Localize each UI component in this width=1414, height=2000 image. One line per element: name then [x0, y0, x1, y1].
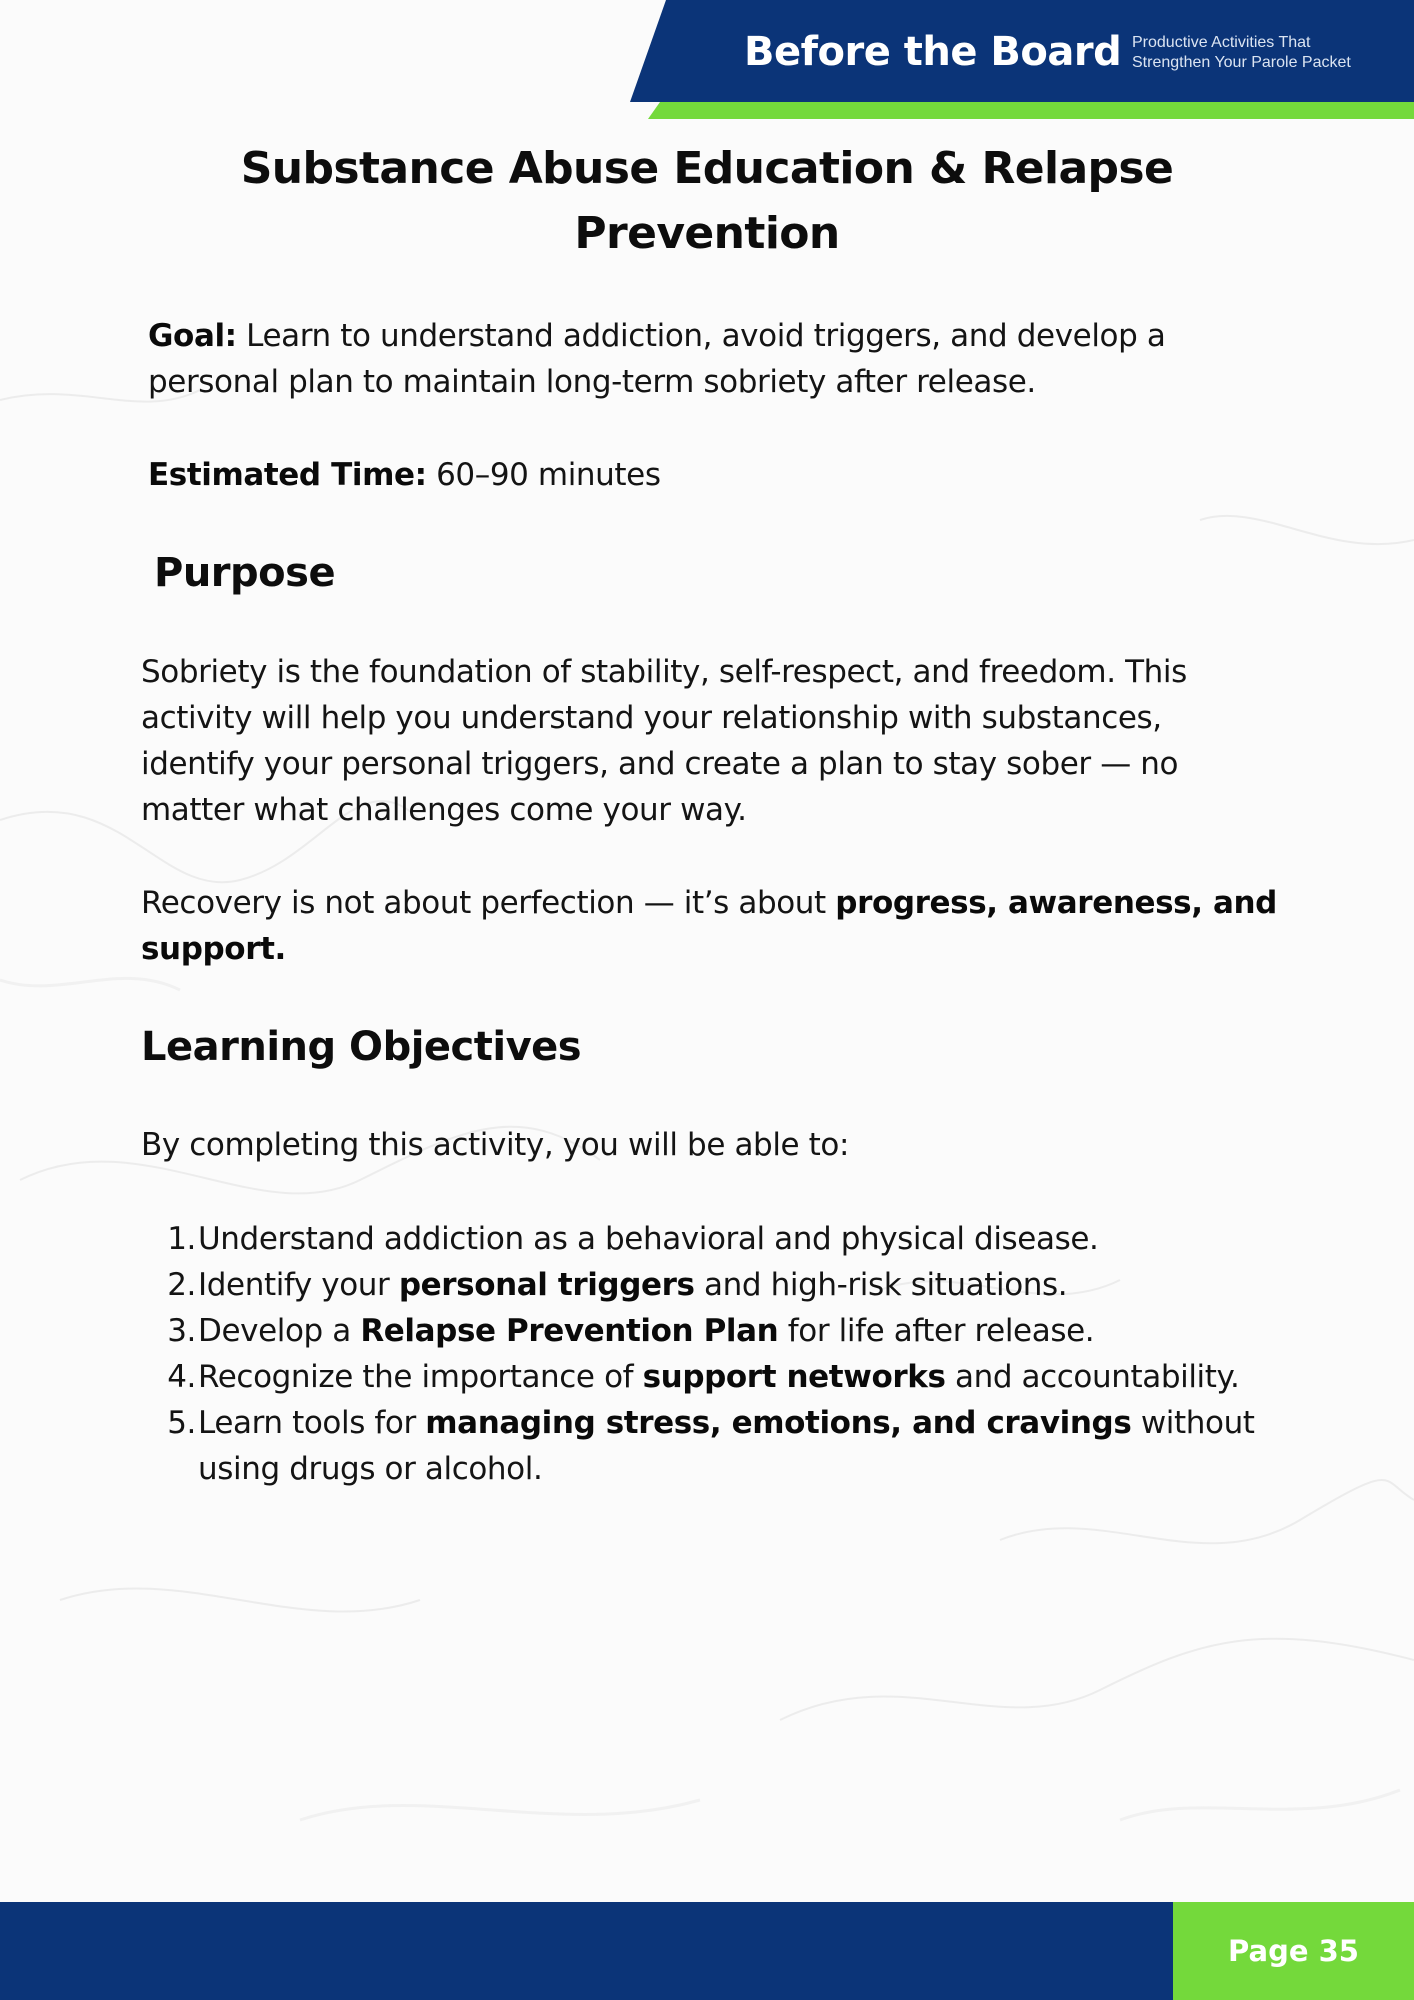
- header-subtitle-line1: Productive Activities That: [1132, 34, 1311, 51]
- objectives-list: [160, 1216, 1280, 1492]
- learning-objectives-heading: Learning Objectives: [141, 1024, 582, 1070]
- purpose-paragraph-2-text: Recovery is not about perfection — it’s about: [141, 885, 836, 921]
- list-item-text-tail: for life after release.: [778, 1313, 1095, 1349]
- page-title: Substance Abuse Education & Relapse Prevention: [240, 143, 1174, 259]
- list-item-number: 5.: [167, 1405, 196, 1441]
- header-subtitle: [1132, 33, 1402, 73]
- list-item-text: Learn tools for: [198, 1405, 426, 1441]
- objectives-intro: By completing this activity, you will be able to:: [141, 1127, 850, 1163]
- list-item-emphasis: support networks: [642, 1359, 946, 1395]
- goal-label: Goal:: [148, 318, 237, 354]
- list-item-number: 2.: [167, 1267, 196, 1303]
- header-accent-stripe: [648, 102, 1414, 119]
- estimated-time: [148, 452, 1248, 498]
- list-item-emphasis: personal triggers: [398, 1267, 695, 1303]
- list-item-number: 4.: [167, 1359, 196, 1395]
- list-item-text-tail: without using drugs or alcohol.: [198, 1405, 1255, 1487]
- list-item: [160, 1308, 1280, 1354]
- goal-text: Learn to understand addiction, avoid triggers, and develop a personal plan to maintain long-term sobriety after release.: [148, 318, 1166, 400]
- header-subtitle-line2: Strengthen Your Parole Packet: [1132, 54, 1351, 71]
- estimated-time-label: Estimated Time:: [148, 457, 427, 493]
- list-item: [160, 1354, 1280, 1400]
- list-item-text: Develop a: [198, 1313, 361, 1349]
- list-item-text-tail: and accountability.: [945, 1359, 1240, 1395]
- list-item: [160, 1262, 1280, 1308]
- purpose-heading: Purpose: [154, 550, 336, 596]
- page-number-badge: [1173, 1902, 1414, 2000]
- list-item-text: Understand addiction as a behavioral and physical disease.: [198, 1221, 1099, 1257]
- list-item: [160, 1400, 1280, 1492]
- estimated-time-value: 60–90 minutes: [426, 457, 661, 493]
- purpose-paragraph-2: [141, 880, 1301, 972]
- list-item-text: Recognize the importance of: [198, 1359, 643, 1395]
- list-item-text-tail: and high-risk situations.: [694, 1267, 1068, 1303]
- list-item-emphasis: Relapse Prevention Plan: [360, 1313, 779, 1349]
- list-item-emphasis: managing stress, emotions, and cravings: [425, 1405, 1132, 1441]
- list-item-number: 3.: [167, 1313, 196, 1349]
- list-item-number: 1.: [167, 1221, 196, 1257]
- list-item-text: Identify your: [198, 1267, 399, 1303]
- header-title: Before the Board: [744, 29, 1122, 75]
- page-number: Page 35: [1228, 1934, 1359, 1968]
- goal-statement: [148, 313, 1288, 405]
- purpose-paragraph-1: Sobriety is the foundation of stability, self-respect, and freedom. This activity will help you understand your relationship with substances, identify your personal triggers, and create a plan to stay sober — no matter what challenges come your way.: [141, 654, 1187, 828]
- purpose-paragraph-2-bold: progress, awareness, and support.: [141, 885, 1277, 967]
- list-item: [160, 1216, 1280, 1262]
